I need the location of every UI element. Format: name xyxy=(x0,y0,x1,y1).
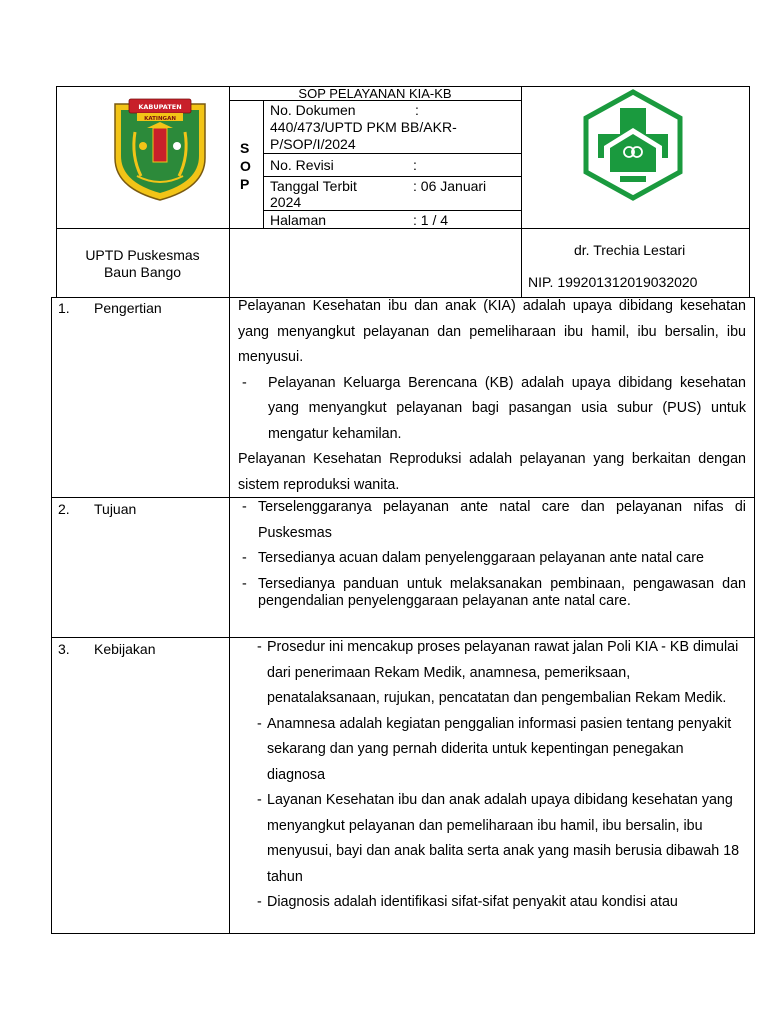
section-2-label: Tujuan xyxy=(94,501,137,517)
issue-date-year: 2024 xyxy=(270,194,302,210)
sop-letter-s: S xyxy=(240,140,250,156)
section-3-bullet-2: - Anamnesa adalah kegiatan penggalian informasi pasien tentang penyakit sekarang dan yang pernah diderita untuk kepentingan penegakan diagnosa xyxy=(257,715,732,783)
doc-no-value-line1: 440/473/UPTD PKM BB/AKR- xyxy=(270,119,457,135)
bullet-dash: - xyxy=(242,374,247,391)
page-value: : 1 / 4 xyxy=(413,212,449,228)
sop-title: SOP PELAYANAN KIA-KB xyxy=(298,86,452,101)
signer-name: dr. Trechia Lestari xyxy=(574,242,686,258)
regency-emblem-logo xyxy=(107,96,213,204)
svg-text:KATINGAN: KATINGAN xyxy=(144,116,176,122)
section-3-bullet-3: - Layanan Kesehatan ibu dan anak adalah upaya dibidang kesehatan yang menyangkut pelayanan dan pemeliharaan ibu hamil, ibu bersalin, ibu menyusui, bayi dan anak balita serta anak yang masih berusia dibawah 18 tahun xyxy=(257,792,740,885)
header-divider-left xyxy=(229,86,230,297)
row-divider-3 xyxy=(263,210,521,211)
org-name-line1: UPTD Puskesmas xyxy=(85,247,200,263)
section-2-bullet-1: - Terselenggaranya pelayanan ante natal care dan pelayanan nifas di Puskesmas xyxy=(242,499,746,541)
section-1-bullet-1: - Pelayanan Keluarga Berencana (KB) adalah upaya dibidang kesehatan yang menyangkut pelayanan bagi pasangan usia subur (PUS) untuk mengatur kehamilan. xyxy=(238,371,746,448)
body-column-divider xyxy=(229,297,230,934)
section-3-number: 3. xyxy=(58,641,70,657)
section-3-bullet-1: - Prosedur ini mencakup proses pelayanan rawat jalan Poli KIA - KB dimulai dari penerimaan Rekam Medik, anamnesa, pemeriksaan, penatalaksanaan, rujukan, pencatatan dan pengembalian Rekam Medik. xyxy=(257,639,739,706)
section-2-bullet-3: - Tersedianya panduan untuk melaksanakan pembinaan, pengawasan dan pengendalian penyelenggaraan pelayanan ante natal care. xyxy=(242,575,746,609)
row-divider-1 xyxy=(263,153,521,154)
section-1-paragraph-2: Pelayanan Kesehatan Reproduksi adalah pelayanan yang berkaitan dengan sistem reproduksi wanita. xyxy=(238,451,746,493)
puskesmas-logo xyxy=(580,88,686,202)
body-border-right xyxy=(754,297,755,934)
header-border-mid xyxy=(56,228,750,229)
section-1-content xyxy=(238,294,746,498)
section-1-label: Pengertian xyxy=(94,300,162,316)
revision-label: No. Revisi xyxy=(270,157,334,173)
issue-date-label: Tanggal Terbit xyxy=(270,178,357,194)
section-1-number: 1. xyxy=(58,300,70,316)
doc-no-label: No. Dokumen xyxy=(270,102,356,118)
row-divider-2 xyxy=(263,176,521,177)
section-3-label: Kebijakan xyxy=(94,641,156,657)
doc-no-value-line2: P/SOP/I/2024 xyxy=(270,136,356,152)
org-name-line2: Baun Bango xyxy=(103,264,182,280)
section-2-bullet-2: - Tersedianya acuan dalam penyelenggaraan pelayanan ante natal care xyxy=(242,550,704,566)
revision-value: : xyxy=(413,157,417,173)
header-border-right xyxy=(749,86,750,297)
section-3-bullet-4: - Diagnosis adalah identifikasi sifat-sifat penyakit atau kondisi atau xyxy=(257,894,678,910)
sop-letter-p: P xyxy=(240,176,250,192)
doc-no-colon: : xyxy=(415,102,419,118)
svg-text:KABUPATEN: KABUPATEN xyxy=(138,103,182,111)
header-divider-sop xyxy=(263,100,264,228)
section-2-number: 2. xyxy=(58,501,70,517)
body-border-left xyxy=(51,297,52,934)
section-1-paragraph-1: Pelayanan Kesehatan ibu dan anak (KIA) adalah upaya dibidang kesehatan yang menyangkut pelayanan dan pemeliharaan ibu hamil, ibu bersalin, ibu menyusui. xyxy=(238,298,746,365)
body-border-bottom xyxy=(51,933,755,934)
signer-nip: NIP. 199201312019032020 xyxy=(528,274,698,290)
section-2-content xyxy=(238,495,746,610)
page-label: Halaman xyxy=(270,212,327,228)
issue-date-value: : 06 Januari xyxy=(413,178,487,194)
sop-letter-o: O xyxy=(240,158,251,174)
section-3-content xyxy=(257,635,743,931)
header-divider-right xyxy=(521,86,522,297)
